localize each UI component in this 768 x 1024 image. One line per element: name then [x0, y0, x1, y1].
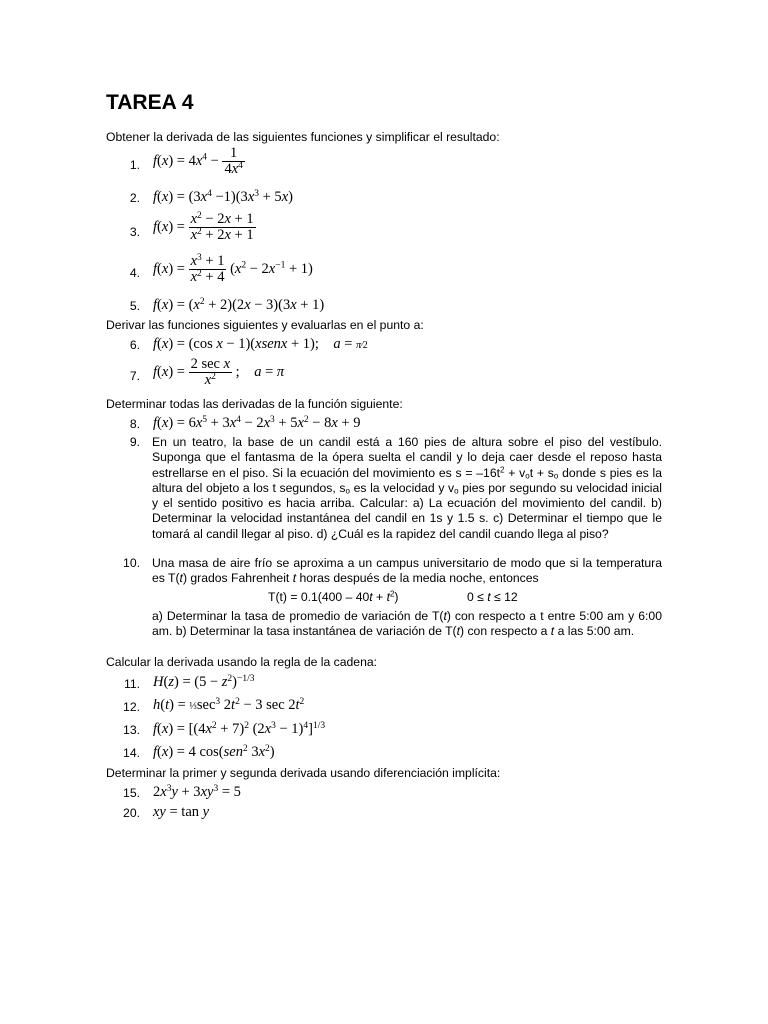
- equation-2: $f(x) = (3x^4 -1)(3x^3 + 5x)$: [153, 188, 293, 205]
- item-number-13: 13.: [123, 723, 140, 737]
- section-instruction-2: Derivar las funciones siguientes y evaluarlas en el punto a:: [106, 318, 424, 332]
- item-number-4: 4.: [129, 266, 140, 280]
- equation-11: $H(z) = (5 - z^2)^{-1/3}$: [153, 673, 255, 690]
- item-number-8: 8.: [129, 417, 140, 431]
- equation-3: f(x) = $\frac{x^2 - 2x + 1}{x^2 + 2x + 1}$: [153, 210, 254, 243]
- section-instruction-1: Obtener la derivada de las siguientes funciones y simplificar el resultado:: [106, 130, 500, 144]
- equation-14: f(x) = 4 cos(sen$^2$ $3x^2$): [153, 743, 275, 760]
- item-number-7: 7.: [129, 369, 140, 383]
- item-number-15: 15.: [123, 786, 140, 800]
- equation-13: $f(x) = [(4x^2 + 7)^2$ $(2x^3 - 1)^4]^{1/3}$: [153, 720, 326, 737]
- item-number-1: 1.: [129, 158, 140, 172]
- equation-1: $f(x) = 4x^4$ − $\frac{1}{4x^4}$: [153, 145, 243, 177]
- page-title: TAREA 4: [106, 91, 194, 114]
- item-number-10: 10.: [123, 556, 140, 570]
- equation-7: f(x) = $\frac{\text{2 sec x}}{x^2}$ ; a = π: [153, 356, 285, 388]
- item-number-20: 20.: [123, 806, 140, 820]
- section-instruction-5: Determinar la primer y segunda derivada usando diferenciación implícita:: [106, 766, 501, 780]
- equation-6: f(x) = (cos x − 1)(xsenx + 1); a = π⁄2: [153, 336, 368, 352]
- item-number-12: 12.: [123, 700, 140, 714]
- equation-5: $f(x) = (x^2 + 2)(2x - 3)(3x + 1)$: [153, 296, 325, 313]
- item-number-5: 5.: [129, 299, 140, 313]
- equation-12: $h(t) = \frac{1}{3}\sec^3$ $2t^2 - 3$ $\sec 2t^2$: [153, 696, 305, 713]
- equation-8: $f(x) = 6x^5 + 3x^4 - 2x^3 + 5x^2 - 8x + 9$: [153, 414, 361, 431]
- problem-10-questions: a) Determinar la tasa de promedio de variación de T(t) con respecto a t entre 5:00 am y 6:00 am. b) Determinar la tasa instantánea de variación de T(t) con respecto a t a las 5:00 am.: [152, 609, 662, 639]
- equation-15: $2x^3y + 3xy^3 = 5$: [153, 783, 241, 800]
- item-number-14: 14.: [123, 746, 140, 760]
- item-number-2: 2.: [129, 191, 140, 205]
- equation-4: f(x) = $\frac{x^3 + 1}{x^2 + 4}$ $(x^2 - 2x^{-1} + 1)$: [153, 252, 313, 285]
- equation-20: xy = tan y: [153, 804, 210, 820]
- problem-10-intro: Una masa de aire frío se aproxima a un campus universitario de modo que si la temperatura es T(t) grados Fahrenheit t horas después de la media noche, entonces: [152, 556, 662, 586]
- item-number-3: 3.: [129, 225, 140, 239]
- temperature-equation: $T(t) = 0.1(400 - 40t + t^2)$: [268, 589, 399, 604]
- item-number-9: 9.: [129, 435, 140, 449]
- item-number-11: 11.: [123, 677, 140, 691]
- section-instruction-3: Determinar todas las derivadas de la función siguiente:: [106, 397, 403, 411]
- time-range: 0 ≤ t ≤ 12: [467, 590, 518, 604]
- item-number-6: 6.: [129, 338, 140, 352]
- section-instruction-4: Calcular la derivada usando la regla de la cadena:: [106, 655, 378, 669]
- problem-9-text: En un teatro, la base de un candil está a 160 pies de altura sobre el piso del vestíbulo. Suponga que el fantasma de la ópera suelta el candil y lo deja caer desde el reposo hasta estrellarse en el piso. Si la ecuación del movimiento es $s = -16t^2 + v_ot + s_o$ donde s pies es la altura del objeto a los t segundos, $s_o$ es la velocidad y $v_o$ pies por segundo su velocidad inicial y el sentido positivo es hacia arriba. Calcular: a) La ecuación del movimiento del candil. b) Determinar la velocidad instantánea del candil en 1s y 1.5 s. c) Determinar el tiempo que le tomará al candil llegar al piso. d) ¿Cuál es la rapidez del candil cuando llega al piso?: [152, 435, 663, 541]
